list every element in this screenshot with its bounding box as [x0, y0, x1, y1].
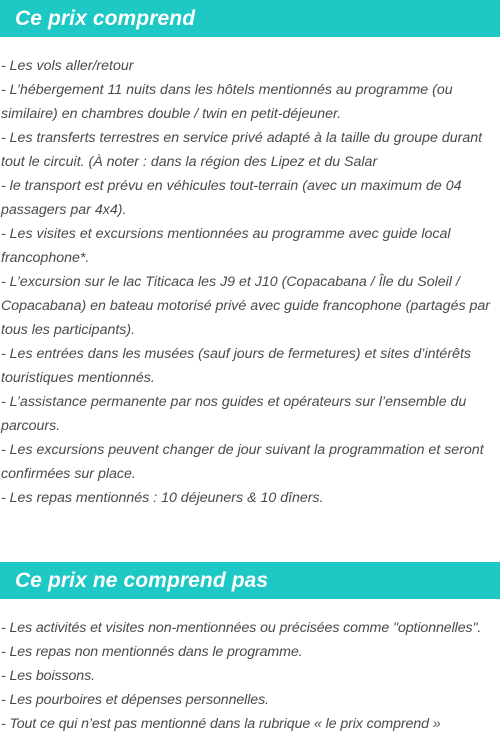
price-includes-title: Ce prix comprend — [15, 6, 196, 30]
list-item: - L’excursion sur le lac Titicaca les J9 et J10 (Copacabana / Île du Soleil / Copacabana) en bateau motorisé privé avec guide francophone (partagés par tous les participants). — [1, 274, 490, 338]
price-excludes-header — [0, 562, 500, 599]
list-item: - Les activités et visites non-mentionnées ou précisées comme "optionnelles". — [1, 620, 482, 636]
price-excludes-list — [0, 616, 500, 736]
list-item: - Les excursions peuvent changer de jour suivant la programmation et seront confirmées sur place. — [1, 442, 484, 482]
price-includes-header — [0, 0, 500, 37]
list-item: - Les repas non mentionnés dans le programme. — [1, 644, 303, 660]
price-includes-list — [0, 54, 500, 510]
list-item: - le transport est prévu en véhicules tout-terrain (avec un maximum de 04 passagers par 4x4). — [1, 178, 462, 218]
list-item: - Les entrées dans les musées (sauf jours de fermetures) et sites d’intérêts touristiques mentionnés. — [1, 346, 471, 386]
list-item: - L’assistance permanente par nos guides et opérateurs sur l’ensemble du parcours. — [1, 394, 467, 434]
price-excludes-section — [0, 562, 500, 736]
price-excludes-title: Ce prix ne comprend pas — [15, 568, 269, 592]
list-item: - Les pourboires et dépenses personnelles. — [1, 692, 269, 708]
list-item: - Les vols aller/retour — [1, 58, 134, 74]
list-item: - Les repas mentionnés : 10 déjeuners & 10 dîners. — [1, 490, 324, 506]
list-item: - Les boissons. — [1, 668, 95, 684]
list-item: - Tout ce qui n’est pas mentionné dans la rubrique « le prix comprend » — [1, 716, 441, 732]
list-item: - Les transferts terrestres en service privé adapté à la taille du groupe durant tout le circuit. (À noter : dans la région des Lipez et du Salar — [1, 130, 483, 170]
list-item: - Les visites et excursions mentionnées au programme avec guide local francophone*. — [1, 226, 451, 266]
list-item: - L’hébergement 11 nuits dans les hôtels mentionnés au programme (ou similaire) en chambres double / twin en petit-déjeuner. — [1, 82, 453, 122]
